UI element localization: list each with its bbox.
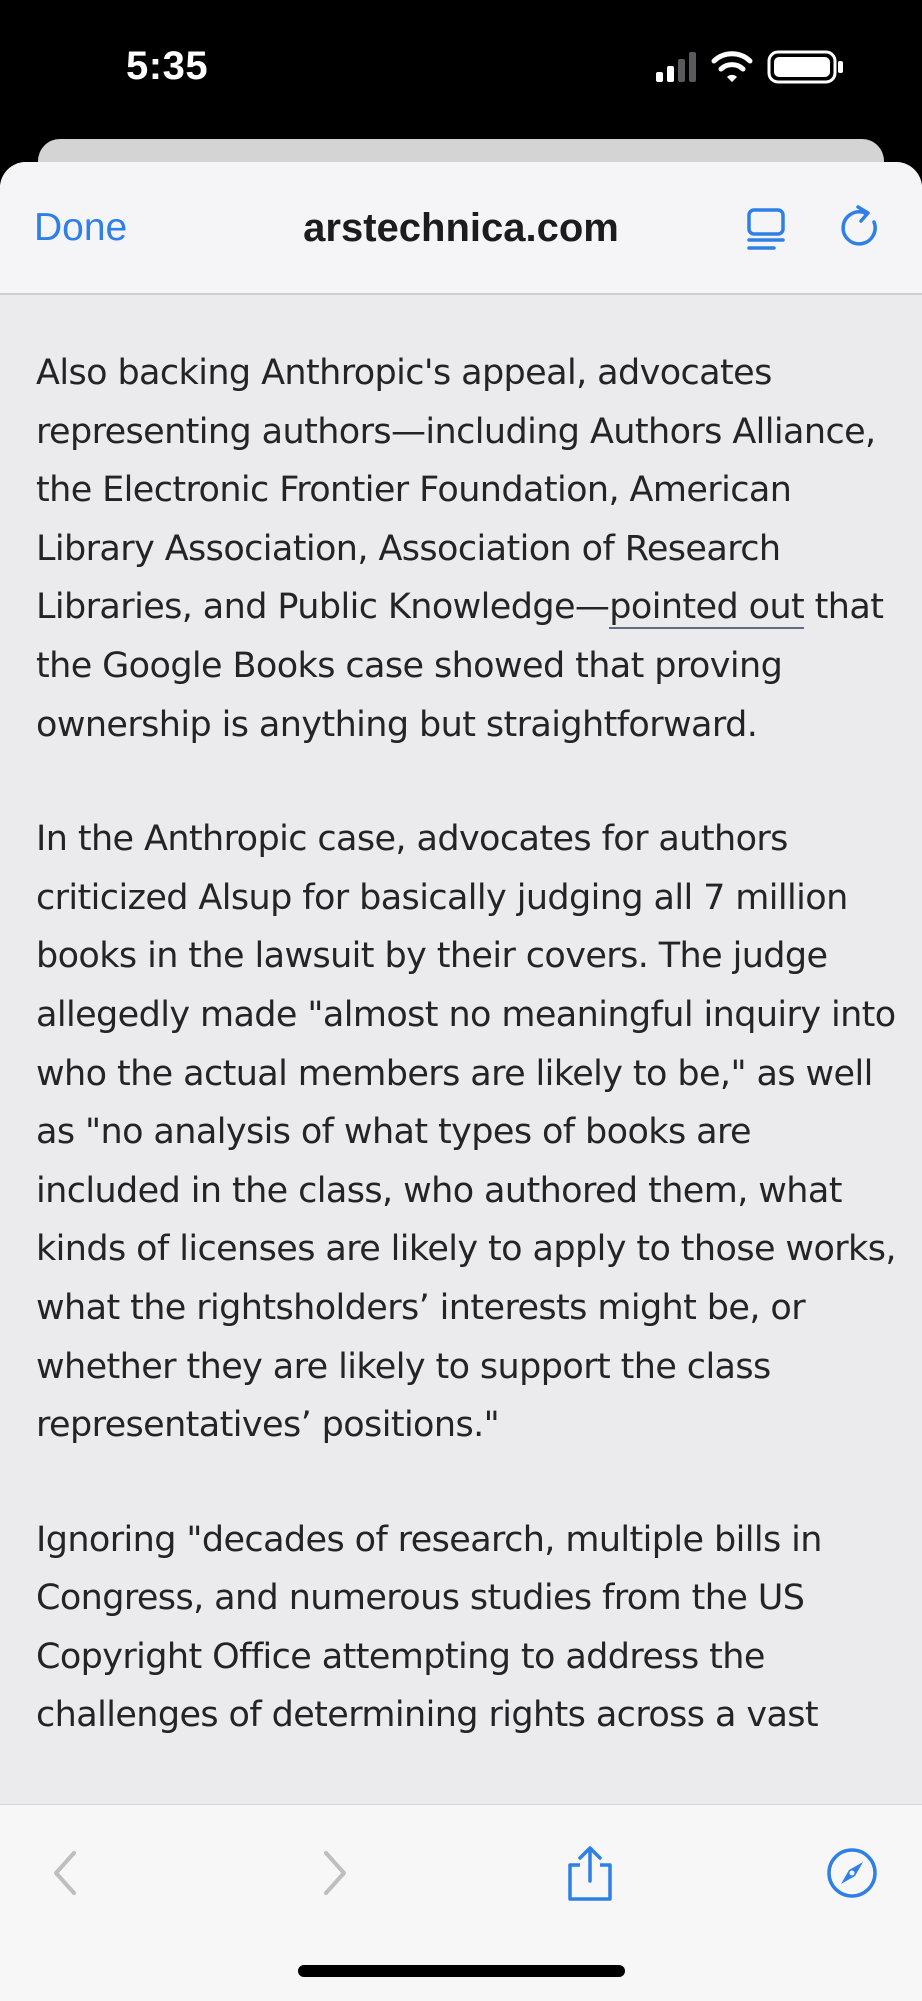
chevron-left-icon — [38, 1843, 98, 1903]
domain-title: arstechnica.com — [303, 206, 619, 250]
browser-sheet — [0, 162, 922, 2000]
wifi-icon — [714, 54, 750, 82]
article-paragraph — [36, 344, 896, 754]
nav-header — [0, 162, 922, 295]
article-paragraph: In the Anthropic case, advocates for authors criticized Alsup for basically judging all 7 million books in the lawsuit by their covers. The judge allegedly made "almost no meaningful inquiry into who the actual members are likely to be," as well as "no analysis of what types of books are included in the class, who authored them, what kinds of licenses are likely to apply to those works, what the rightsholders’ interests might be, or whether they are likely to support the class representatives’ positions." — [36, 819, 896, 1446]
home-indicator — [298, 1965, 625, 1977]
reload-icon[interactable] — [836, 202, 886, 254]
done-button[interactable]: Done — [34, 206, 128, 249]
paragraph-text: Also backing Anthropic's appeal, advocates representing authors—including Authors Alliance, the Electronic Frontier Foundation, American Library Association, Association of Research Libraries, and Public Knowledge— — [36, 353, 876, 628]
paragraph-text: that the Google Books case showed that proving ownership is anything but straightforward. — [36, 587, 884, 745]
status-bar — [0, 0, 922, 138]
status-icons — [656, 48, 846, 88]
reader-view-icon[interactable] — [744, 202, 792, 254]
back-button[interactable] — [38, 1843, 98, 1903]
forward-button[interactable] — [302, 1843, 362, 1903]
battery-icon — [769, 52, 843, 82]
compass-icon — [822, 1843, 882, 1903]
article-body — [36, 344, 896, 1801]
safari-button[interactable] — [822, 1843, 882, 1903]
article-paragraph: Ignoring "decades of research, multiple bills in Congress, and numerous studies from the US Copyright Office attempting to address the challenges of determining rights across a vast — [36, 1519, 822, 1736]
status-time: 5:35 — [126, 44, 209, 88]
share-icon — [560, 1843, 620, 1903]
pointed-out-link[interactable]: pointed out — [609, 587, 805, 628]
share-button[interactable] — [560, 1843, 620, 1903]
signal-icon — [656, 52, 696, 82]
chevron-right-icon — [302, 1843, 362, 1903]
